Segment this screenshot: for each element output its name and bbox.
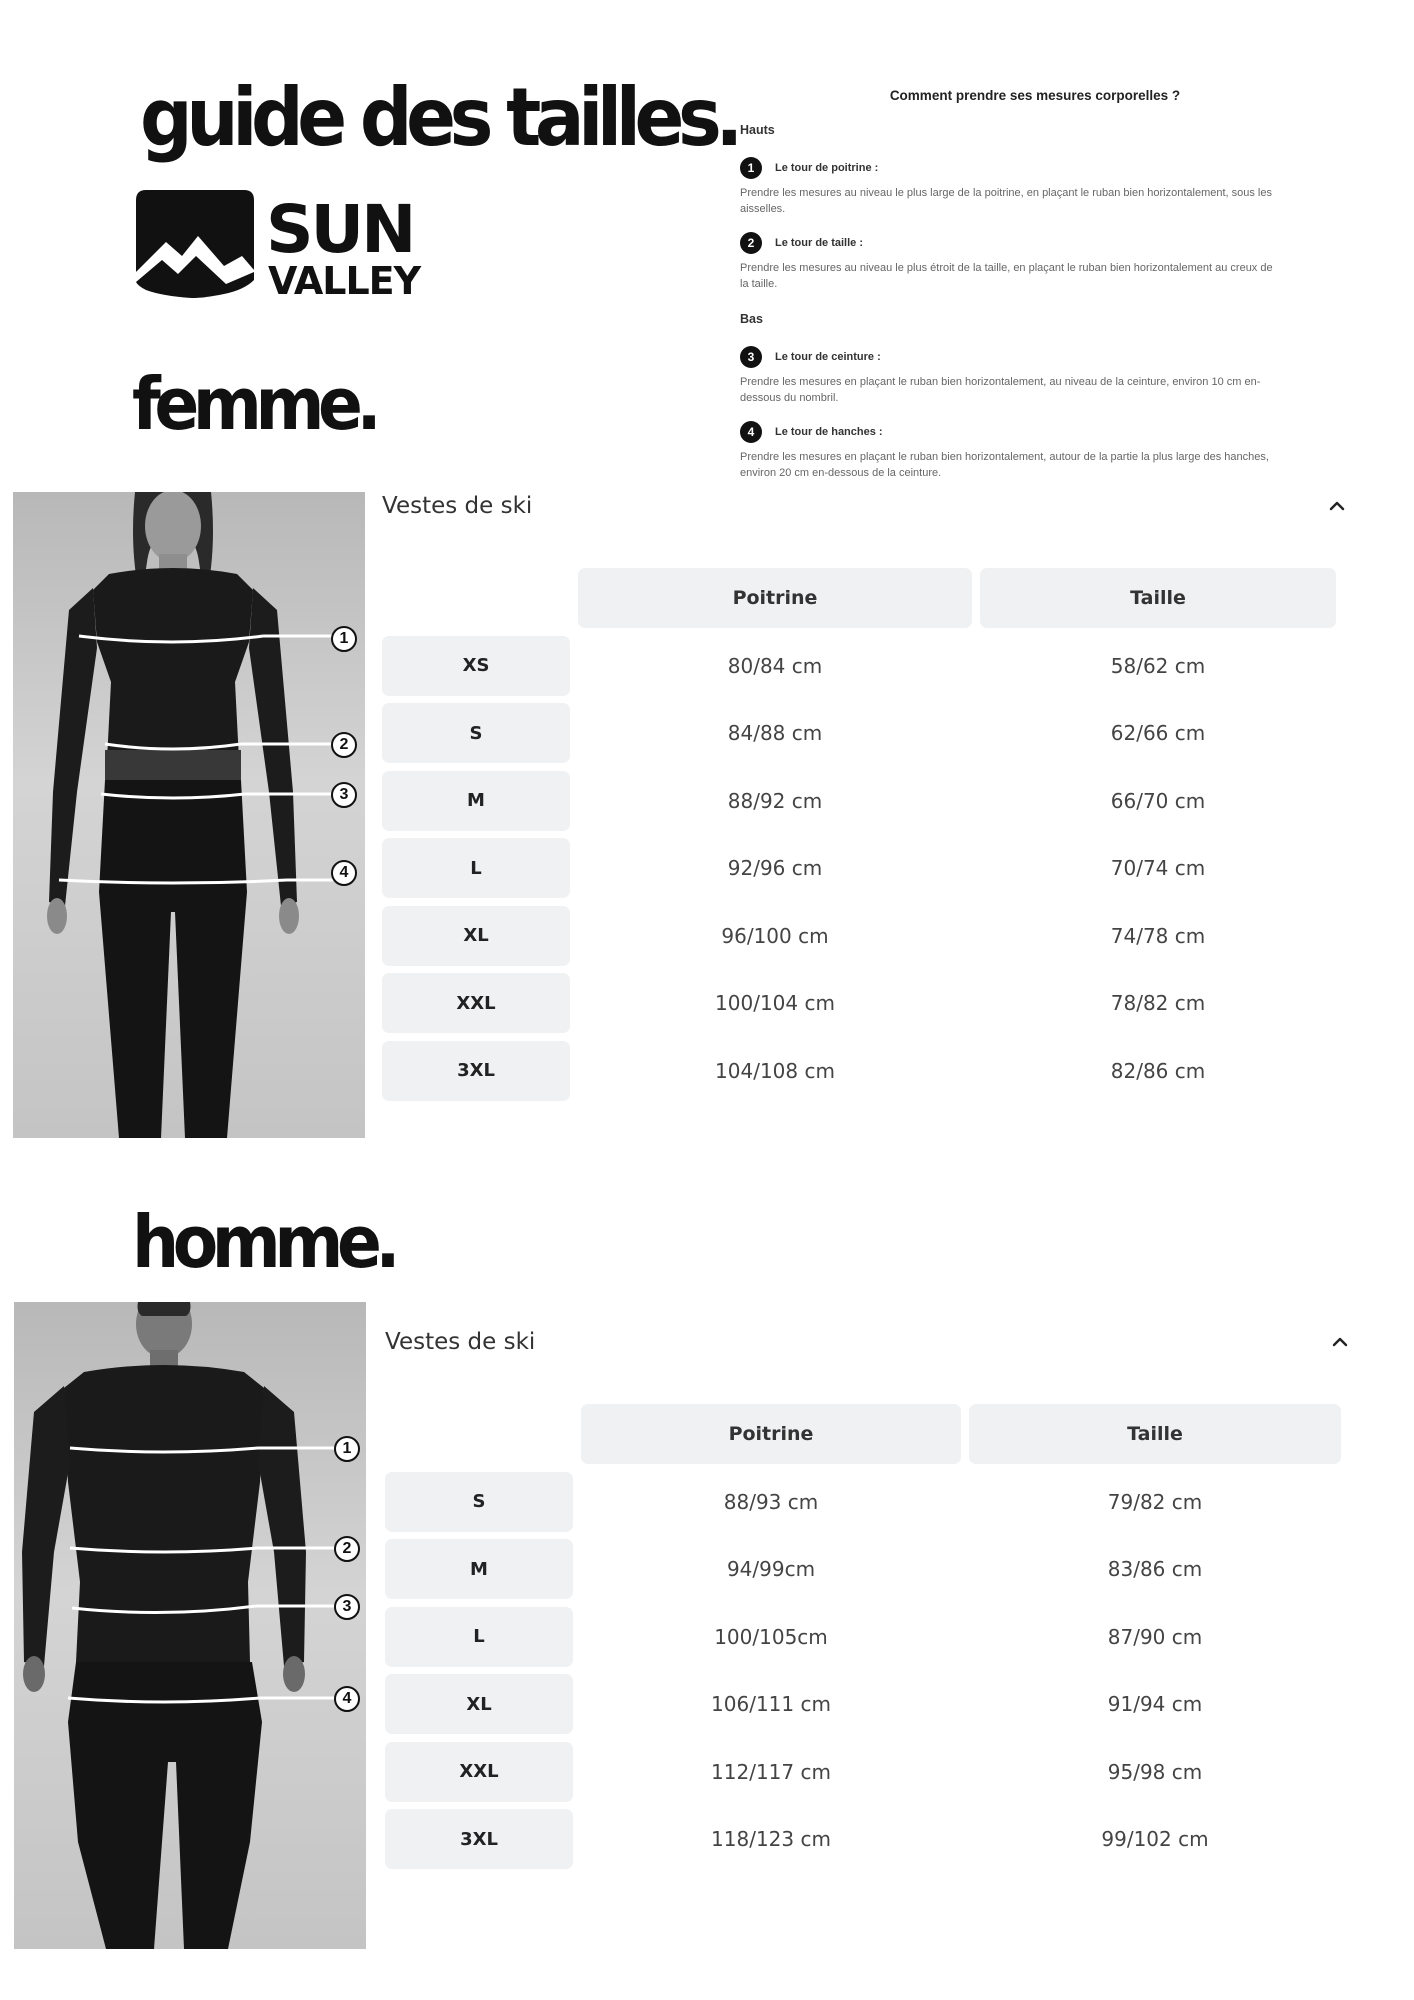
femme-table-title: Vestes de ski [382,493,533,519]
table-row [382,906,1352,966]
poitrine-value: 104/108 cm [715,1058,835,1083]
instruction-label: Le tour de poitrine : [775,162,879,174]
taille-value: 82/86 cm [1110,1058,1206,1083]
size-label: XS [382,636,570,696]
size-label: S [382,703,570,763]
size-label: 3XL [382,1041,570,1101]
table-row [385,1742,1355,1802]
table-row [382,703,1352,763]
instruction-text: Prendre les mesures en plaçant le ruban bien horizontalement, autour de la partie la plus large des hanches, environ 20 cm en-dessous de la ceinture. [740,451,1269,479]
femme-model-photo [13,492,365,1138]
group-bas-label: Bas [740,312,763,326]
size-label: XXL [385,1742,573,1802]
taille-value: 79/82 cm [1107,1489,1203,1514]
taille-value: 95/98 cm [1107,1759,1203,1784]
instruction-item-taille [740,232,1340,292]
instruction-text: Prendre les mesures au niveau le plus étroit de la taille, en plaçant le ruban bien horizontalement au creux de la taille. [740,262,1273,290]
size-label: 3XL [385,1809,573,1869]
poitrine-value: 92/96 cm [727,856,823,880]
table-row [385,1472,1355,1532]
instruction-item-poitrine [740,157,1340,217]
marker-3: 3 [334,1594,360,1620]
taille-value: 78/82 cm [1110,991,1206,1015]
femme-size-table-section [382,488,1352,1101]
table-row [382,973,1352,1033]
marker-1: 1 [334,1436,360,1462]
marker-2: 2 [331,732,357,758]
taille-value: 87/90 cm [1107,1624,1203,1649]
table-row [385,1674,1355,1734]
homme-heading: homme. [132,1200,395,1284]
table-row [385,1809,1355,1869]
empty-corner-cell [385,1404,573,1464]
brand-line1: SUN [266,191,414,268]
size-label: XL [382,906,570,966]
taille-value: 58/62 cm [1110,653,1206,678]
poitrine-value: 118/123 cm [711,1827,831,1851]
empty-corner-cell [382,568,570,628]
instructions-heading: Comment prendre ses mesures corporelles ? [889,88,1181,103]
poitrine-value: 80/84 cm [727,653,823,678]
number-badge: 2 [740,232,762,254]
taille-value: 66/70 cm [1110,788,1206,813]
table-row [382,1041,1352,1101]
instruction-text: Prendre les mesures au niveau le plus large de la poitrine, en plaçant le ruban bien horizontalement, sous les aisselles. [740,187,1272,215]
marker-4: 4 [331,860,357,886]
number-badge: 1 [740,157,762,179]
homme-size-table [385,1404,1355,1869]
marker-4: 4 [334,1686,360,1712]
size-label: S [385,1472,573,1532]
table-header-row [385,1404,1355,1464]
size-label: M [385,1539,573,1599]
taille-value: 99/102 cm [1101,1827,1209,1851]
marker-2: 2 [334,1536,360,1562]
poitrine-value: 96/100 cm [721,923,829,948]
size-label: M [382,771,570,831]
taille-value: 83/86 cm [1107,1557,1203,1581]
table-row [382,838,1352,898]
femme-size-table [382,568,1352,1101]
instruction-label: Le tour de taille : [775,237,864,249]
page-title: guide des tailles. [140,71,737,164]
chevron-up-icon[interactable] [1322,491,1352,521]
table-row [382,771,1352,831]
instruction-label: Le tour de hanches : [775,426,883,438]
poitrine-value: 112/117 cm [711,1759,831,1784]
femme-heading: femme. [132,362,376,446]
taille-value: 62/66 cm [1110,721,1206,745]
table-row [382,636,1352,696]
size-label: XXL [382,973,570,1033]
taille-value: 74/78 cm [1110,923,1206,948]
taille-value: 70/74 cm [1110,856,1206,880]
homme-size-table-section [385,1324,1355,1869]
taille-value: 91/94 cm [1107,1692,1203,1716]
marker-1: 1 [331,626,357,652]
poitrine-value: 100/105cm [714,1624,828,1649]
brand-line2: VALLEY [268,259,421,300]
instruction-item-hanches [740,421,1340,481]
marker-3: 3 [331,782,357,808]
measurement-instructions [740,88,1340,481]
size-label: L [385,1607,573,1667]
femme-figure-illustration [13,492,365,1138]
column-header-poitrine: Poitrine [578,568,972,628]
sun-valley-logo [132,186,432,300]
instruction-text: Prendre les mesures en plaçant le ruban bien horizontalement, au niveau de la ceinture, environ 10 cm en-dessous du nombril. [740,376,1261,404]
number-badge: 4 [740,421,762,443]
size-label: L [382,838,570,898]
table-header-row [382,568,1352,628]
group-hauts-label: Hauts [740,123,775,137]
column-header-taille: Taille [969,1404,1341,1464]
poitrine-value: 84/88 cm [727,721,823,745]
table-row [385,1539,1355,1599]
number-badge: 3 [740,346,762,368]
instruction-label: Le tour de ceinture : [775,351,881,363]
chevron-up-icon[interactable] [1325,1327,1355,1357]
poitrine-value: 106/111 cm [711,1692,831,1716]
size-label: XL [385,1674,573,1734]
poitrine-value: 94/99cm [726,1557,816,1581]
table-row [385,1607,1355,1667]
column-header-taille: Taille [980,568,1336,628]
poitrine-value: 88/92 cm [727,788,823,813]
poitrine-value: 100/104 cm [715,991,835,1015]
column-header-poitrine: Poitrine [581,1404,961,1464]
homme-figure-illustration [14,1302,366,1949]
mountain-logo-icon [136,190,254,298]
homme-table-title: Vestes de ski [385,1329,536,1355]
instruction-item-ceinture [740,346,1340,406]
homme-model-photo [14,1302,366,1949]
poitrine-value: 88/93 cm [723,1489,819,1514]
